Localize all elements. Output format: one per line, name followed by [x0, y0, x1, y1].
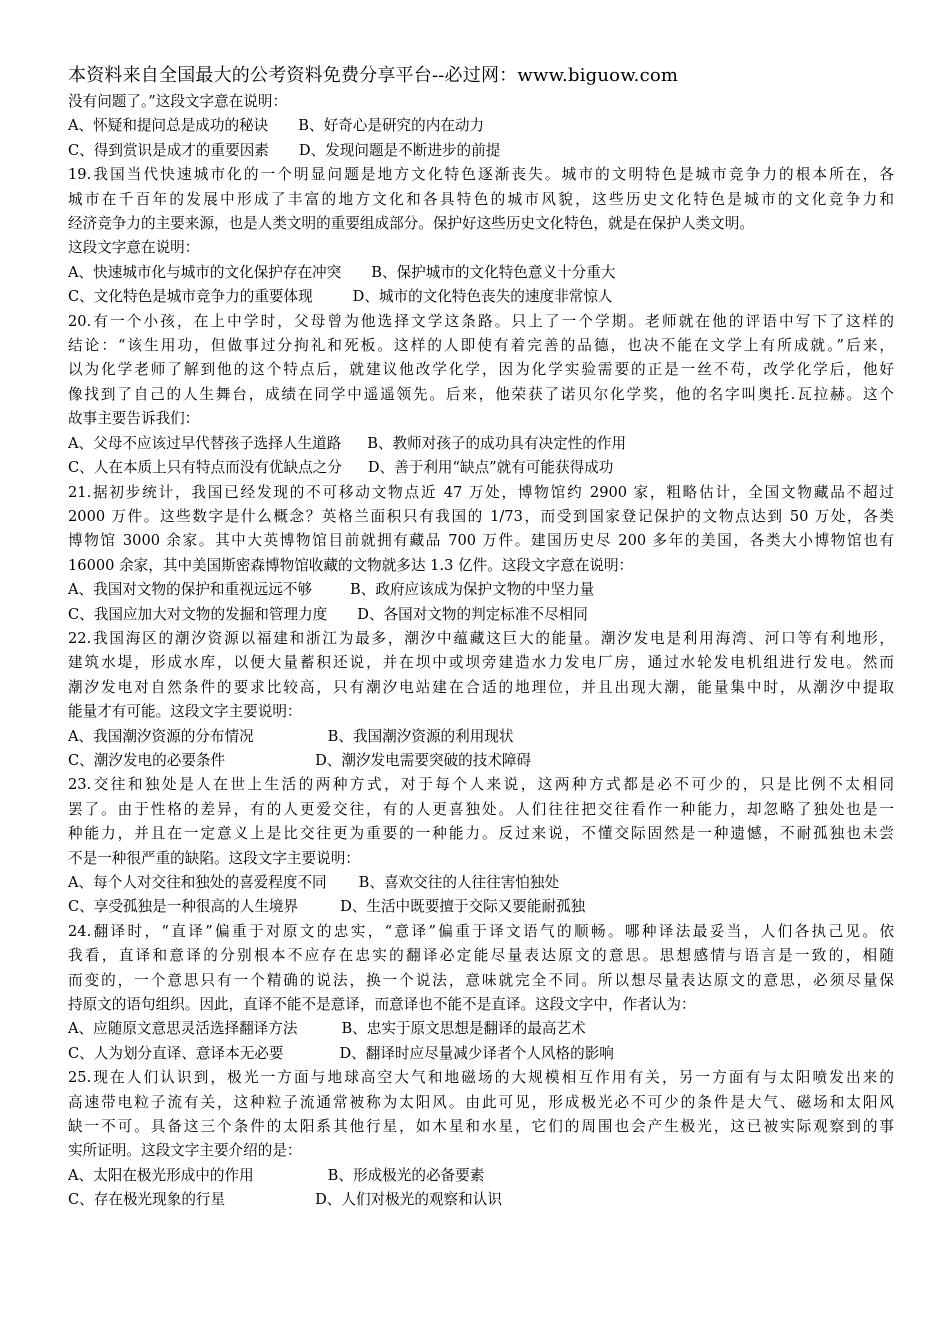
text-line: 缺一不可。具备这三个条件的太阳系其他行星，如木星和水星，它们的周围也会产生极光，这已被实际观察到的事 — [68, 1118, 894, 1136]
answer-option: A、快速城市化与城市的文化保护存在冲突 — [68, 263, 342, 281]
answer-options-row — [68, 139, 894, 163]
answer-option: B、我国潮汐资源的利用现状 — [327, 727, 514, 745]
text-line: 结论：“该生用功，但做事过分拘礼和死板。这样的人即使有着完善的品德，也决不能在文学上有所成就。”后来， — [68, 337, 894, 355]
answer-options-row — [68, 749, 894, 773]
document-body — [68, 90, 894, 1213]
answer-option: A、太阳在极光形成中的作用 — [68, 1166, 254, 1184]
answer-option: C、潮汐发电的必要条件 — [68, 751, 226, 769]
answer-option: B、喜欢交往的人往往害怕独处 — [358, 874, 560, 891]
answer-option: D、翻译时应尽量减少译者个人风格的影响 — [339, 1044, 614, 1062]
text-line: 潮汐发电对自然条件的要求比较高，只有潮汐电站建在合适的地理位，并且出现大潮，能量集中时，从潮汐中提取 — [68, 678, 894, 696]
text-line: 16000 余家，其中美国斯密森博物馆收藏的文物就多达 1.3 亿件。这段文字意在说明： — [68, 556, 634, 574]
text-line: 2000 万件。这些数字是什么概念？英格兰面积只有我国的 1/73，而受到国家登记保护的文物点达到 50 万处，各类 — [68, 507, 894, 525]
answer-option: B、忠实于原文思想是翻译的最高艺术 — [341, 1020, 586, 1038]
answer-options-row — [68, 1188, 894, 1212]
answer-option: B、保护城市的文化特色意义十分重大 — [371, 263, 616, 281]
answer-option: A、我国潮汐资源的分布情况 — [68, 727, 254, 745]
answer-option: D、人们对极光的观察和认识 — [315, 1191, 502, 1209]
text-line: 能量才有可能。这段文字主要说明： — [68, 703, 302, 721]
text-line: 像找到了自己的人生舞台，成绩在同学中遥遥领先。后来，他荣获了诺贝尔化学奖，他的名字叫奥托.瓦拉赫。这个 — [68, 385, 894, 403]
answer-options-row — [68, 285, 894, 309]
text-line: 城市在千百年的发展中形成了丰富的地方文化和各具特色的城市风貌，这些历史文化特色是城市的文化竞争力和 — [68, 190, 894, 208]
text-line: 19.我国当代快速城市化的一个明显问题是地方文化特色逐渐丧失。城市的文明特色是城市竞争力的根本所在，各 — [68, 166, 894, 184]
answer-option: B、教师对孩子的成功具有决定性的作用 — [367, 434, 627, 452]
answer-option: B、形成极光的必备要素 — [327, 1166, 485, 1184]
answer-option: C、人在本质上只有特点而没有优缺点之分 — [68, 459, 342, 477]
answer-options-row — [68, 456, 894, 480]
answer-option: A、父母不应该过早代替孩子选择人生道路 — [68, 434, 342, 452]
text-line: 高速带电粒子流有关，这种粒子流通常被称为太阳风。由此可见，形成极光必不可少的条件是大气、磁场和太阳风 — [68, 1093, 894, 1111]
answer-options-row — [68, 578, 894, 602]
answer-options-row — [68, 261, 894, 285]
text-line: 建筑水堤，形成水库，以便大量蓄积还说，并在坝中或坝旁建造水力发电厂房，通过水轮发电机组进行发电。然而 — [68, 654, 894, 672]
answer-options-row — [68, 1164, 894, 1188]
answer-option: C、我国应加大对文物的发掘和管理力度 — [68, 605, 328, 623]
answer-options-row — [68, 1042, 894, 1066]
answer-option: A、每个人对交往和独处的喜爱程度不同 — [68, 874, 327, 891]
text-line: 没有问题了。”这段文字意在说明： — [68, 93, 288, 110]
answer-option: C、享受孤独是一种很高的人生境界 — [68, 898, 299, 916]
answer-option: A、我国对文物的保护和重视远远不够 — [68, 581, 313, 599]
answer-options-row — [68, 114, 894, 138]
text-line: 这段文字意在说明： — [68, 239, 200, 257]
answer-options-row — [68, 1017, 894, 1041]
text-line: 23.交往和独处是人在世上生活的两种方式，对于每个人来说，这两种方式都是必不可少的，只是比例不太相同 — [68, 776, 894, 794]
answer-options-row — [68, 432, 894, 456]
text-line: 20.有一个小孩，在上中学时，父母曾为他选择文学这条路。只上了一个学期。老师就在他的评语中写下了这样的 — [68, 312, 894, 330]
answer-options-row — [68, 871, 894, 895]
text-line: 种能力，并且在一定意义上是比交往更为重要的一种能力。反过来说，不懂交际固然是一种遗憾，不耐孤独也未尝 — [68, 825, 894, 843]
text-line: 博物馆 3000 余家。其中大英博物馆目前就拥有藏品 700 万件。建国历史尽 200 多年的美国，各类大小博物馆也有 — [68, 532, 894, 550]
text-line: 以为化学老师了解到他的这个特点后，就建议他改学化学，因为化学实验需要的正是一丝不苟，改学化学后，他好 — [68, 361, 894, 379]
answer-option: B、政府应该成为保护文物的中坚力量 — [350, 581, 595, 599]
text-line: 21.据初步统计，我国已经发现的不可移动文物点近 47 万处，博物馆约 2900 家，粗略估计，全国文物藏品不超过 — [68, 483, 894, 501]
answer-option: C、人为划分直译、意译本无必要 — [68, 1044, 284, 1062]
text-line: 25.现在人们认识到，极光一方面与地球高空大气和地磁场的大规模相互作用有关，另一方面有与太阳喷发出来的 — [68, 1069, 894, 1087]
text-line: 而变的，一个意思只有一个精确的说法，换一个说法，意味就完全不同。所以想尽量表达原文的意思，必须尽量保 — [68, 971, 894, 989]
text-line: 持原文的语句组织。因此，直译不能不是意译，而意译也不能不是直译。这段文字中，作者认为： — [68, 996, 696, 1014]
text-line: 实所证明。这段文字主要介绍的是： — [68, 1142, 302, 1160]
answer-options-row — [68, 725, 894, 749]
answer-options-row — [68, 603, 894, 627]
answer-option: D、善于利用“缺点”就有可能获得成功 — [367, 459, 614, 477]
text-line: 不是一种很严重的缺陷。这段文字主要说明： — [68, 849, 360, 867]
page-header: 本资料来自全国最大的公考资料免费分享平台--必过网：www.biguow.com — [68, 65, 679, 86]
answer-option: A、怀疑和提问总是成功的秘诀 — [68, 117, 269, 135]
answer-option: D、生活中既要擅于交际又要能耐孤独 — [340, 898, 586, 916]
answer-option: C、文化特色是城市竞争力的重要体现 — [68, 288, 313, 306]
answer-option: C、得到赏识是成才的重要因素 — [68, 141, 269, 159]
answer-option: D、城市的文化特色丧失的速度非常惊人 — [352, 288, 613, 306]
answer-option: D、潮汐发电需要突破的技术障碍 — [315, 751, 532, 769]
answer-option: B、好奇心是研究的内在动力 — [298, 117, 485, 135]
text-line: 罢了。由于性格的差异，有的人更爱交往，有的人更喜独处。人们往往把交往看作一种能力，却忽略了独处也是一 — [68, 800, 894, 818]
text-line: 24.翻译时，“直译”偏重于对原文的忠实，“意译”偏重于译文语气的顺畅。哪种译法最妥当，人们各执己见。依 — [68, 922, 894, 940]
answer-option: C、存在极光现象的行星 — [68, 1191, 226, 1209]
answer-option: D、发现问题是不断进步的前提 — [298, 141, 501, 159]
text-line: 我看，直译和意译的分别根本不应存在忠实的翻译必定能尽量表达原文的意思。思想感情与语言是一致的，相随 — [68, 947, 894, 965]
text-line: 故事主要告诉我们： — [68, 410, 200, 428]
answer-options-row — [68, 895, 894, 919]
text-line: 22.我国海区的潮汐资源以福建和浙江为最多，潮汐中蕴藏这巨大的能量。潮汐发电是利用海湾、河口等有利地形， — [68, 629, 894, 647]
answer-option: D、各国对文物的判定标准不尽相同 — [357, 605, 588, 623]
text-line: 经济竞争力的主要来源，也是人类文明的重要组成部分。保护好这些历史文化特色，就是在保护人类文明。 — [68, 215, 754, 233]
answer-option: A、应随原文意思灵活选择翻译方法 — [68, 1020, 298, 1038]
